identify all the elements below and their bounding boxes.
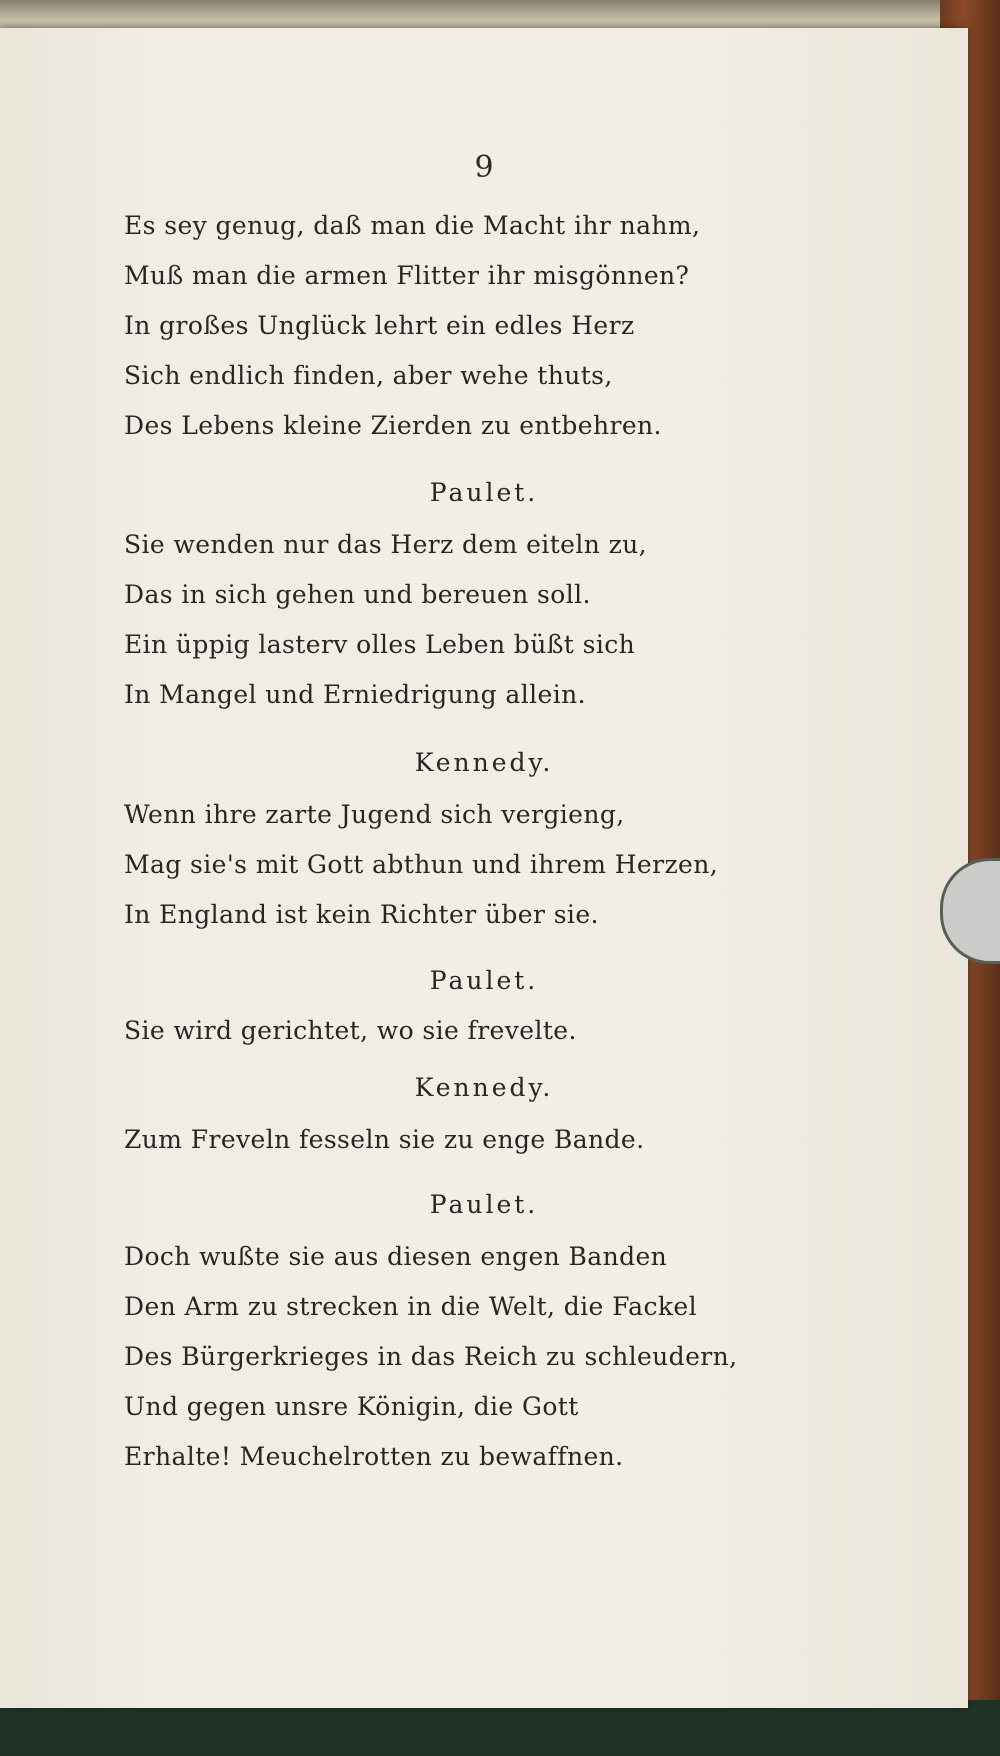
speaker-name: Paulet. — [429, 966, 539, 995]
verse-line: Mag sie's mit Gott abthun und ihrem Herzen, — [124, 850, 719, 879]
speaker-name: Kennedy. — [414, 1073, 554, 1102]
verse-line: Es sey genug, daß man die Macht ihr nahm, — [124, 211, 701, 240]
verse-line: Wenn ihre zarte Jugend sich vergieng, — [124, 800, 625, 829]
verse-line: In England ist kein Richter über sie. — [124, 900, 599, 929]
verse-line: Des Bürgerkrieges in das Reich zu schleudern, — [124, 1342, 738, 1371]
verse-line: Den Arm zu strecken in die Welt, die Fackel — [124, 1292, 697, 1321]
speaker-name: Paulet. — [429, 478, 539, 507]
page-number: 9 — [474, 150, 494, 185]
verse-line: In Mangel und Erniedrigung allein. — [124, 680, 586, 709]
verse-line: Sie wird gerichtet, wo sie frevelte. — [124, 1016, 577, 1045]
verse-line: Das in sich gehen und bereuen soll. — [124, 580, 591, 609]
verse-line: Des Lebens kleine Zierden zu entbehren. — [124, 411, 662, 440]
speaker-name: Paulet. — [429, 1190, 539, 1219]
verse-line: Ein üppig lasterv olles Leben büßt sich — [124, 630, 636, 659]
verse-line: Zum Freveln fesseln sie zu enge Bande. — [124, 1125, 645, 1154]
speaker-name: Kennedy. — [414, 748, 554, 777]
verse-line: Sie wenden nur das Herz dem eiteln zu, — [124, 530, 648, 559]
verse-line: In großes Unglück lehrt ein edles Herz — [124, 311, 635, 340]
verse-line: Muß man die armen Flitter ihr misgönnen? — [124, 261, 690, 290]
verse-line: Erhalte! Meuchelrotten zu bewaffnen. — [124, 1442, 624, 1471]
book-page — [0, 28, 968, 1708]
verse-line: Und gegen unsre Königin, die Gott — [124, 1392, 579, 1421]
verse-line: Doch wußte sie aus diesen engen Banden — [124, 1242, 668, 1271]
verse-line: Sich endlich finden, aber wehe thuts, — [124, 361, 613, 390]
